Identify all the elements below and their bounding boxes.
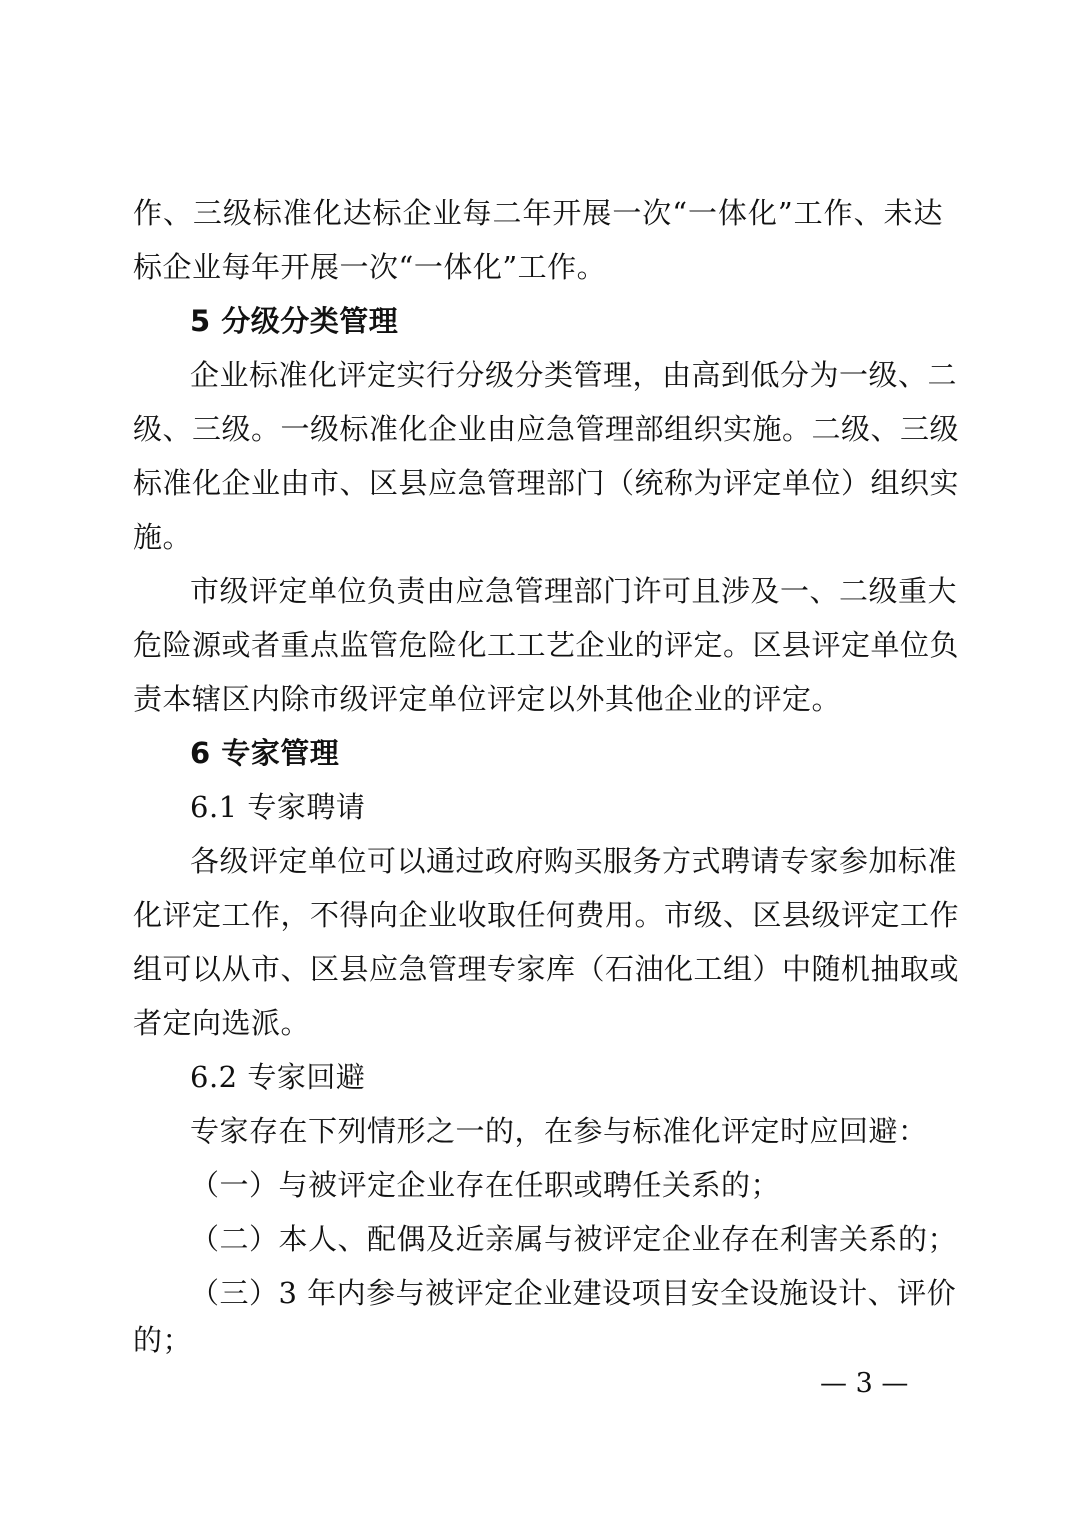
text-line: 专家存在下列情形之一的，在参与标准化评定时应回避： [190,1114,928,1148]
subsection-heading: 6.2 专家回避 [190,1060,366,1094]
page-number: — 3 — [820,1368,909,1399]
section-heading: 6 专家管理 [190,736,340,770]
text-line: 组可以从市、区县应急管理专家库（石油化工组）中随机抽取或 [133,952,960,986]
text-line: 企业标准化评定实行分级分类管理，由高到低分为一级、二 [190,358,958,392]
text-line: 标企业每年开展一次“一体化”工作。 [133,250,607,284]
text-line: 危险源或者重点监管危险化工工艺企业的评定。区县评定单位负 [133,628,960,662]
list-item-continued: 的； [133,1323,193,1357]
text-line: 市级评定单位负责由应急管理部门许可且涉及一、二级重大 [190,574,958,608]
text-line: 标准化企业由市、区县应急管理部门（统称为评定单位）组织实 [133,466,960,500]
section-heading: 5 分级分类管理 [190,304,399,338]
text-line: 化评定工作，不得向企业收取任何费用。市级、区县级评定工作 [133,898,960,932]
text-line: 作、三级标准化达标企业每二年开展一次“一体化”工作、未达 [133,196,943,230]
list-item: （一）与被评定企业存在任职或聘任关系的； [190,1168,781,1202]
text-line: 级、三级。一级标准化企业由应急管理部组织实施。二级、三级 [133,412,960,446]
text-line: 责本辖区内除市级评定单位评定以外其他企业的评定。 [133,682,842,716]
text-line: 施。 [133,520,193,554]
text-line: 者定向选派。 [133,1006,311,1040]
text-line: 各级评定单位可以通过政府购买服务方式聘请专家参加标准 [190,844,958,878]
list-item: （三）3 年内参与被评定企业建设项目安全设施设计、评价 [190,1276,957,1310]
list-item: （二）本人、配偶及近亲属与被评定企业存在利害关系的； [190,1222,958,1256]
subsection-heading: 6.1 专家聘请 [190,790,366,824]
